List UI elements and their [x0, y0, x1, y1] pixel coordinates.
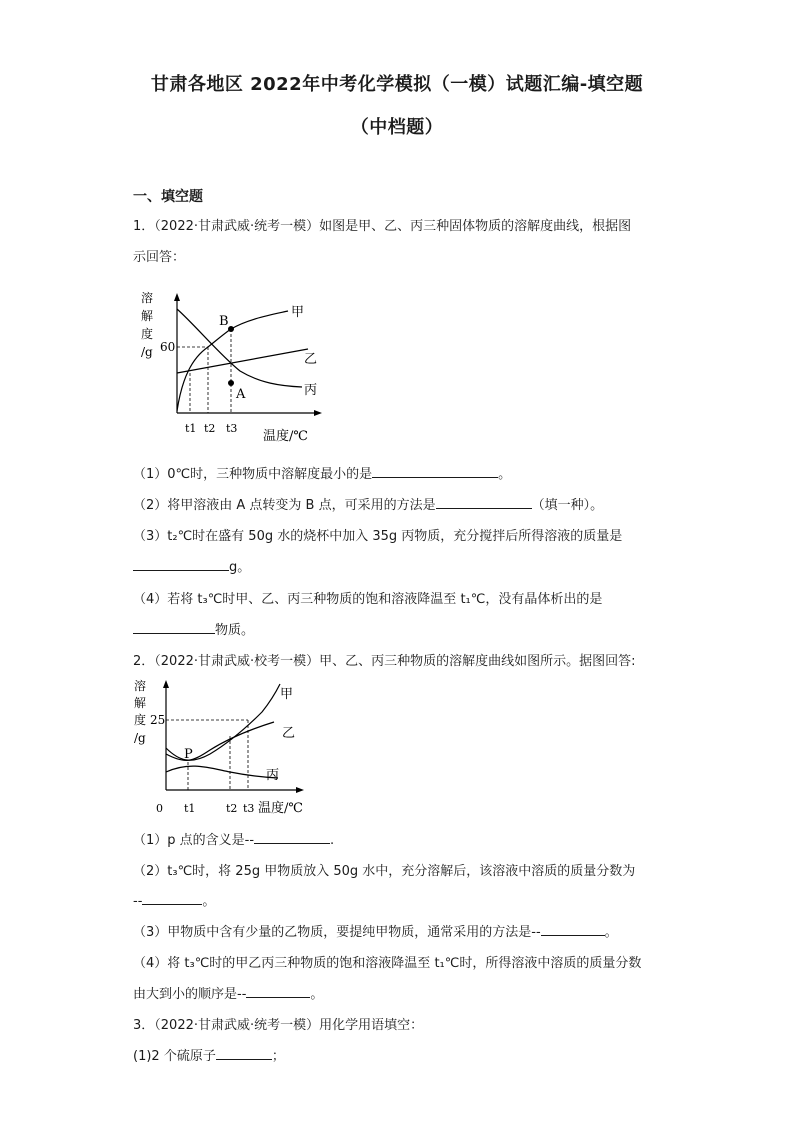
q2-ylabel-2: 解 — [134, 696, 147, 710]
q2-sub3 — [133, 921, 618, 940]
q2-sub4-blank[interactable] — [246, 983, 310, 998]
q1-ylabel-1: 溶 — [141, 291, 154, 305]
q3-sub1-end: ； — [271, 1049, 285, 1064]
q2-curve-bing — [166, 766, 278, 778]
q2-ylabel-3: 度 — [134, 713, 147, 727]
q1-point-a — [228, 380, 234, 386]
q1-stem-line1: 1．（2022·甘肃武威·统考一模）如图是甲、乙、丙三种固体物质的溶解度曲线，根据图 — [133, 219, 632, 234]
q2-sub1-text: （1）p 点的含义是-- — [133, 833, 255, 848]
q1-solubility-chart — [130, 283, 330, 448]
q1-sub4-end: 物质。 — [215, 623, 255, 638]
q2-tick-t1: t1 — [184, 802, 196, 815]
q2-y-arrow — [163, 680, 169, 688]
q1-ylabel-2: 解 — [141, 309, 154, 323]
q1-label-a: A — [236, 387, 246, 402]
q2-sub3-blank[interactable] — [541, 921, 605, 936]
q2-tick-t3: t3 — [243, 802, 255, 815]
q2-sub4-text: 由大到小的顺序是-- — [133, 987, 247, 1002]
q1-x-arrow — [314, 410, 322, 416]
q1-sub3-end: g。 — [229, 560, 251, 575]
q2-ylabel-1: 溶 — [134, 679, 147, 693]
page-subtitle: （中档题） — [350, 117, 444, 138]
q2-tick-t2: t2 — [226, 802, 238, 815]
q1-xlabel: 温度/℃ — [263, 429, 308, 444]
q1-curve-bing — [177, 309, 302, 387]
q1-sub1-end: 。 — [498, 467, 512, 482]
q2-label-jia: 甲 — [280, 687, 294, 702]
q2-sub2-blank[interactable] — [142, 890, 202, 905]
q1-curve-yi — [177, 349, 308, 373]
q1-label-b: B — [219, 314, 229, 329]
q1-sub4-line1: （4）若将 t₃℃时甲、乙、丙三种物质的饱和溶液降温至 t₁℃，没有晶体析出的是 — [133, 592, 603, 607]
q2-sub1 — [133, 829, 334, 848]
q1-sub2 — [133, 494, 603, 513]
q1-y-arrow — [174, 293, 180, 301]
q2-solubility-chart — [130, 676, 310, 822]
q1-y60-label: 60 — [160, 340, 176, 354]
q1-sub4-blank[interactable] — [133, 619, 215, 634]
q1-sub3-line1: （3）t₂℃时在盛有 50g 水的烧杯中加入 35g 丙物质，充分搅拌后所得溶液的质量是 — [133, 529, 623, 544]
q2-sub2-dash: -- — [133, 894, 143, 909]
q2-x-arrow — [296, 787, 304, 793]
q1-sub1-blank[interactable] — [372, 463, 498, 478]
q1-sub1 — [133, 463, 511, 482]
q3-sub1-text: (1)2 个硫原子 — [133, 1049, 216, 1064]
q2-sub1-end: . — [330, 833, 335, 848]
q3-stem: 3．（2022·甘肃武威·统考一模）用化学用语填空： — [133, 1018, 424, 1033]
q2-ylabel-4: /g — [134, 731, 146, 745]
q2-xlabel: 温度/℃ — [258, 801, 303, 816]
q2-sub2-line1: （2）t₃℃时，将 25g 甲物质放入 50g 水中，充分溶解后，该溶液中溶质的质量分数为 — [133, 864, 636, 879]
q1-tick-t1: t1 — [185, 422, 197, 435]
q2-sub4-line2 — [133, 983, 323, 1002]
q1-label-yi: 乙 — [304, 352, 318, 367]
q1-label-jia: 甲 — [291, 305, 305, 320]
q1-sub2-text: （2）将甲溶液由 A 点转变为 B 点，可采用的方法是 — [133, 498, 436, 513]
q2-curve-yi — [166, 722, 274, 760]
q1-ylabel-3: 度 — [141, 327, 154, 341]
q1-sub1-text: （1）0℃时，三种物质中溶解度最小的是 — [133, 467, 373, 482]
q2-sub1-blank[interactable] — [254, 829, 330, 844]
q1-ylabel-4: /g — [141, 345, 153, 359]
q2-sub3-text: （3）甲物质中含有少量的乙物质，要提纯甲物质，通常采用的方法是-- — [133, 925, 541, 940]
q2-label-yi: 乙 — [282, 726, 296, 741]
q2-y25-label: 25 — [150, 713, 166, 727]
q1-sub3-blank[interactable] — [133, 556, 229, 571]
q2-sub4-line1: （4）将 t₃℃时的甲乙丙三种物质的饱和溶液降温至 t₁℃时，所得溶液中溶质的质量分数 — [133, 956, 642, 971]
section-heading: 一、填空题 — [133, 189, 203, 205]
q3-sub1 — [133, 1045, 285, 1064]
q1-point-b — [228, 326, 234, 332]
q1-sub2-blank[interactable] — [436, 494, 532, 509]
q2-label-p: P — [184, 747, 193, 762]
q2-sub4-end: 。 — [310, 987, 324, 1002]
q1-tick-t3: t3 — [226, 422, 238, 435]
q3-sub1-blank[interactable] — [216, 1045, 272, 1060]
q2-sub2-line2 — [133, 890, 215, 909]
q1-sub3-line2 — [133, 556, 250, 575]
q2-tick-0: 0 — [156, 802, 163, 815]
q1-tick-t2: t2 — [204, 422, 216, 435]
q1-stem-line2: 示回答： — [133, 250, 186, 265]
q2-stem: 2．（2022·甘肃武威·校考一模）甲、乙、丙三种物质的溶解度曲线如图所示。据图回答: — [133, 654, 636, 669]
page-title: 甘肃各地区 2022年中考化学模拟（一模）试题汇编-填空题 — [150, 74, 644, 95]
q2-sub2-end: 。 — [202, 894, 216, 909]
q1-sub4-line2 — [133, 619, 254, 638]
q2-sub3-end: 。 — [604, 925, 618, 940]
q2-label-bing: 丙 — [266, 768, 280, 783]
q1-sub2-end: （填一种）。 — [531, 498, 604, 513]
q1-label-bing: 丙 — [304, 383, 318, 398]
